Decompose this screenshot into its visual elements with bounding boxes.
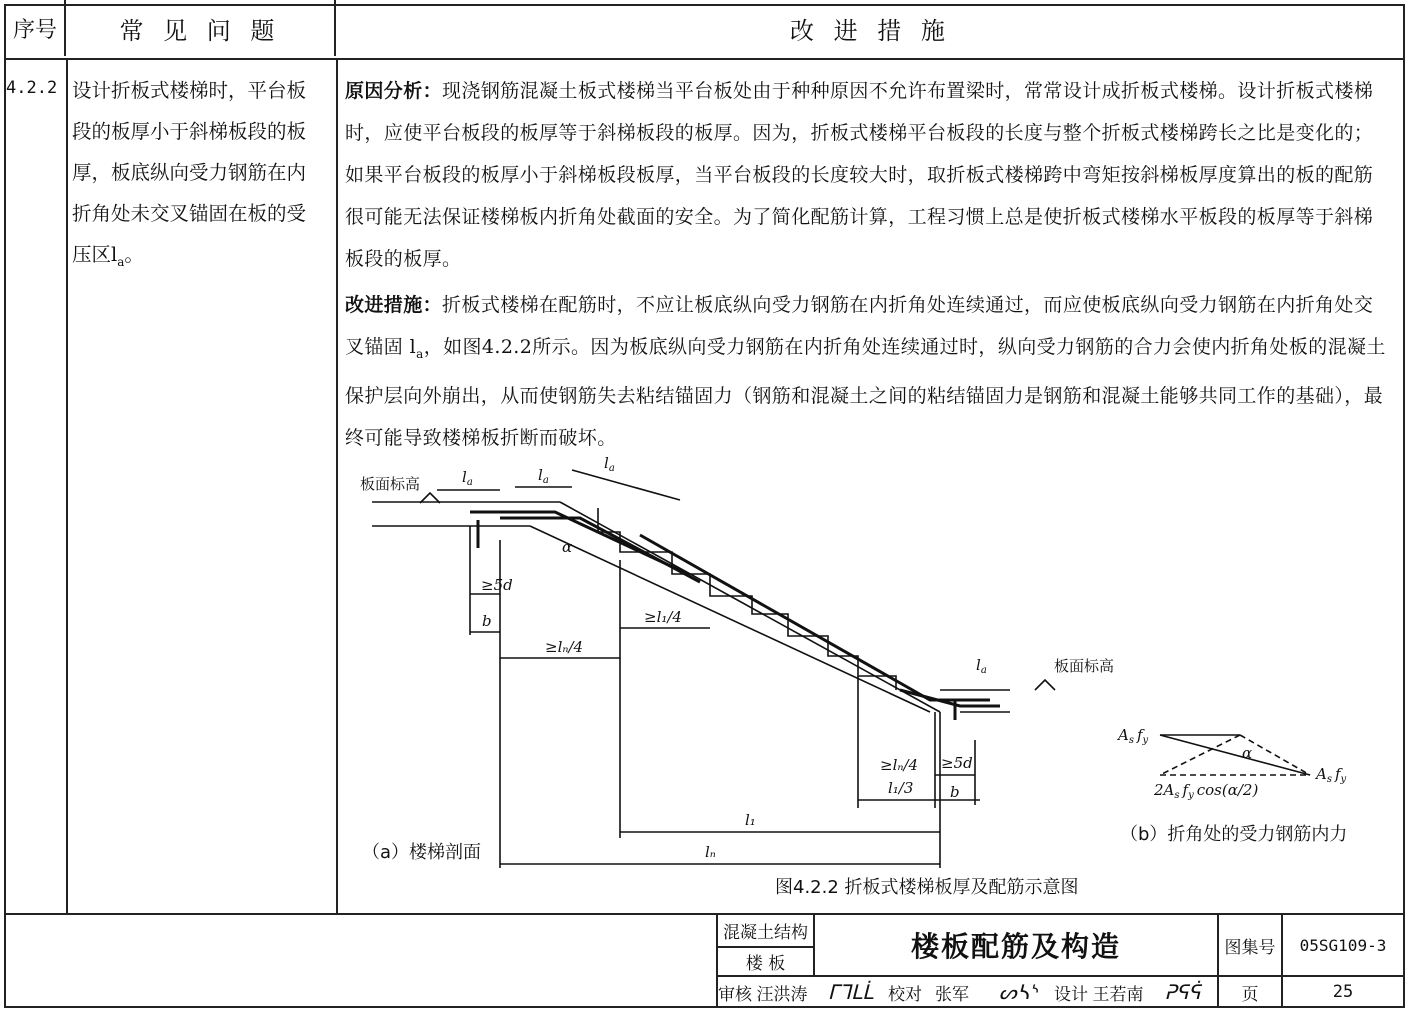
ge5d-right: ≥5d bbox=[941, 754, 973, 772]
ge-l1-4: ≥l₁/4 bbox=[644, 608, 682, 626]
ln-dim: lₙ bbox=[705, 843, 716, 861]
tb-page-label: 页 bbox=[1241, 984, 1259, 1005]
header-problem: 常 见 问 题 bbox=[66, 0, 336, 56]
header-seq: 序号 bbox=[6, 0, 66, 56]
ge-ln-4: ≥lₙ/4 bbox=[545, 638, 584, 656]
force-resultant: $2A_s$ $f_y$ cos(α/2) bbox=[1154, 781, 1259, 801]
dim-la-3: $l_a$ bbox=[604, 454, 615, 474]
header-measure: 改 进 措 施 bbox=[790, 16, 951, 45]
tb-design-signature: ᕈᕋᕌ bbox=[1164, 980, 1201, 1004]
measure-label: 改进措施： bbox=[345, 294, 443, 316]
tb-check-signature: ᔕᓴᔅ bbox=[998, 980, 1038, 1004]
b-right: b bbox=[950, 783, 960, 801]
ge5d-left: ≥5d bbox=[481, 576, 513, 594]
tb-review-signature: ᒥᒣᒪᒫ bbox=[827, 980, 874, 1004]
tb-page-no: 25 bbox=[1332, 982, 1354, 1002]
tb-design-label: 设计 bbox=[1054, 984, 1088, 1005]
label-bottom-elev: 板面标高 bbox=[1054, 657, 1115, 675]
b-left: b bbox=[482, 612, 492, 630]
l1-dim: l₁ bbox=[745, 811, 756, 829]
alpha-b: α bbox=[1242, 744, 1253, 762]
figure-title: 图4.2.2 折板式楼梯板厚及配筋示意图 bbox=[775, 877, 1079, 898]
label-top-elev: 板面标高 bbox=[360, 475, 421, 493]
tb-atlas-no: 05SG109-3 bbox=[1299, 935, 1387, 955]
tb-review-name: 汪洪涛 bbox=[756, 984, 808, 1005]
force-top: $A_s$ $f_y$ bbox=[1118, 726, 1149, 746]
problem-sub: a bbox=[117, 254, 125, 269]
l1-3: l₁/3 bbox=[888, 779, 914, 797]
tb-category-1: 混凝土结构 bbox=[723, 923, 808, 943]
dim-la-1: $l_a$ bbox=[462, 468, 473, 488]
cause-label: 原因分析： bbox=[345, 80, 443, 102]
tb-check-label: 校对 bbox=[888, 984, 922, 1005]
alpha-label: α bbox=[562, 538, 573, 556]
tb-design-name: 王若南 bbox=[1092, 984, 1144, 1005]
cause-text: 现浇钢筋混凝土板式楼梯当平台板处由于种种原因不允许布置梁时，常常设计成折板式楼梯。设计折板式楼梯时，应使平台板段的板厚等于斜梯板段的板厚。因为，折板式楼梯平台板段的长度与整个折板式楼梯跨长之比是变化的；如果平台板段的板厚小于斜梯板段板厚，当平台板段的长度较大时，取折板式楼梯跨中弯矩按斜梯板厚度算出的板的配筋很可能无法保证楼梯板内折角处截面的安全。为了简化配筋计算，工程习惯上总是使折板式楼梯水平板段的板厚等于斜梯板段的板厚。 bbox=[345, 80, 1374, 270]
tb-main-title: 楼板配筋及构造 bbox=[910, 930, 1121, 963]
caption-a: （a）楼梯剖面 bbox=[362, 842, 482, 863]
tb-review-label: 审核 bbox=[718, 984, 752, 1005]
tb-check-name: 张军 bbox=[935, 984, 969, 1005]
row-seq: 4.2.2 bbox=[6, 78, 58, 98]
force-right: $A_s$ $f_y$ bbox=[1316, 765, 1347, 785]
problem-text: 设计折板式楼梯时，平台板段的板厚小于斜梯板段的板厚，板底纵向受力钢筋在内折角处未交叉锚固在板的受压区$l_a$。 bbox=[72, 79, 307, 269]
tb-atlas-label: 图集号 bbox=[1224, 937, 1276, 958]
dim-la-2: $l_a$ bbox=[538, 466, 549, 486]
tb-category-2: 楼 板 bbox=[745, 953, 786, 974]
ge-ln-4-b: ≥lₙ/4 bbox=[880, 756, 919, 774]
caption-b: （b）折角处的受力钢筋内力 bbox=[1120, 824, 1348, 845]
dim-la-4: $l_a$ bbox=[976, 656, 987, 676]
measure-paragraph: 改进措施：折板式楼梯在配筋时，不应让板底纵向受力钢筋在内折角处连续通过，而应使板底纵向受力钢筋在内折角处交叉锚固 $l_a$，如图4.2.2所示。因为板底纵向受力钢筋在内折角处连续通过时，纵向受力钢筋的合力会使内折角处板的混凝土保护层向外崩出，从而使钢筋失去粘结锚固力（钢筋和混凝土之间的粘结锚固力是钢筋和混凝土能够共同工作的基础），最终可能导致楼梯板折断而破坏。 bbox=[345, 294, 1386, 449]
